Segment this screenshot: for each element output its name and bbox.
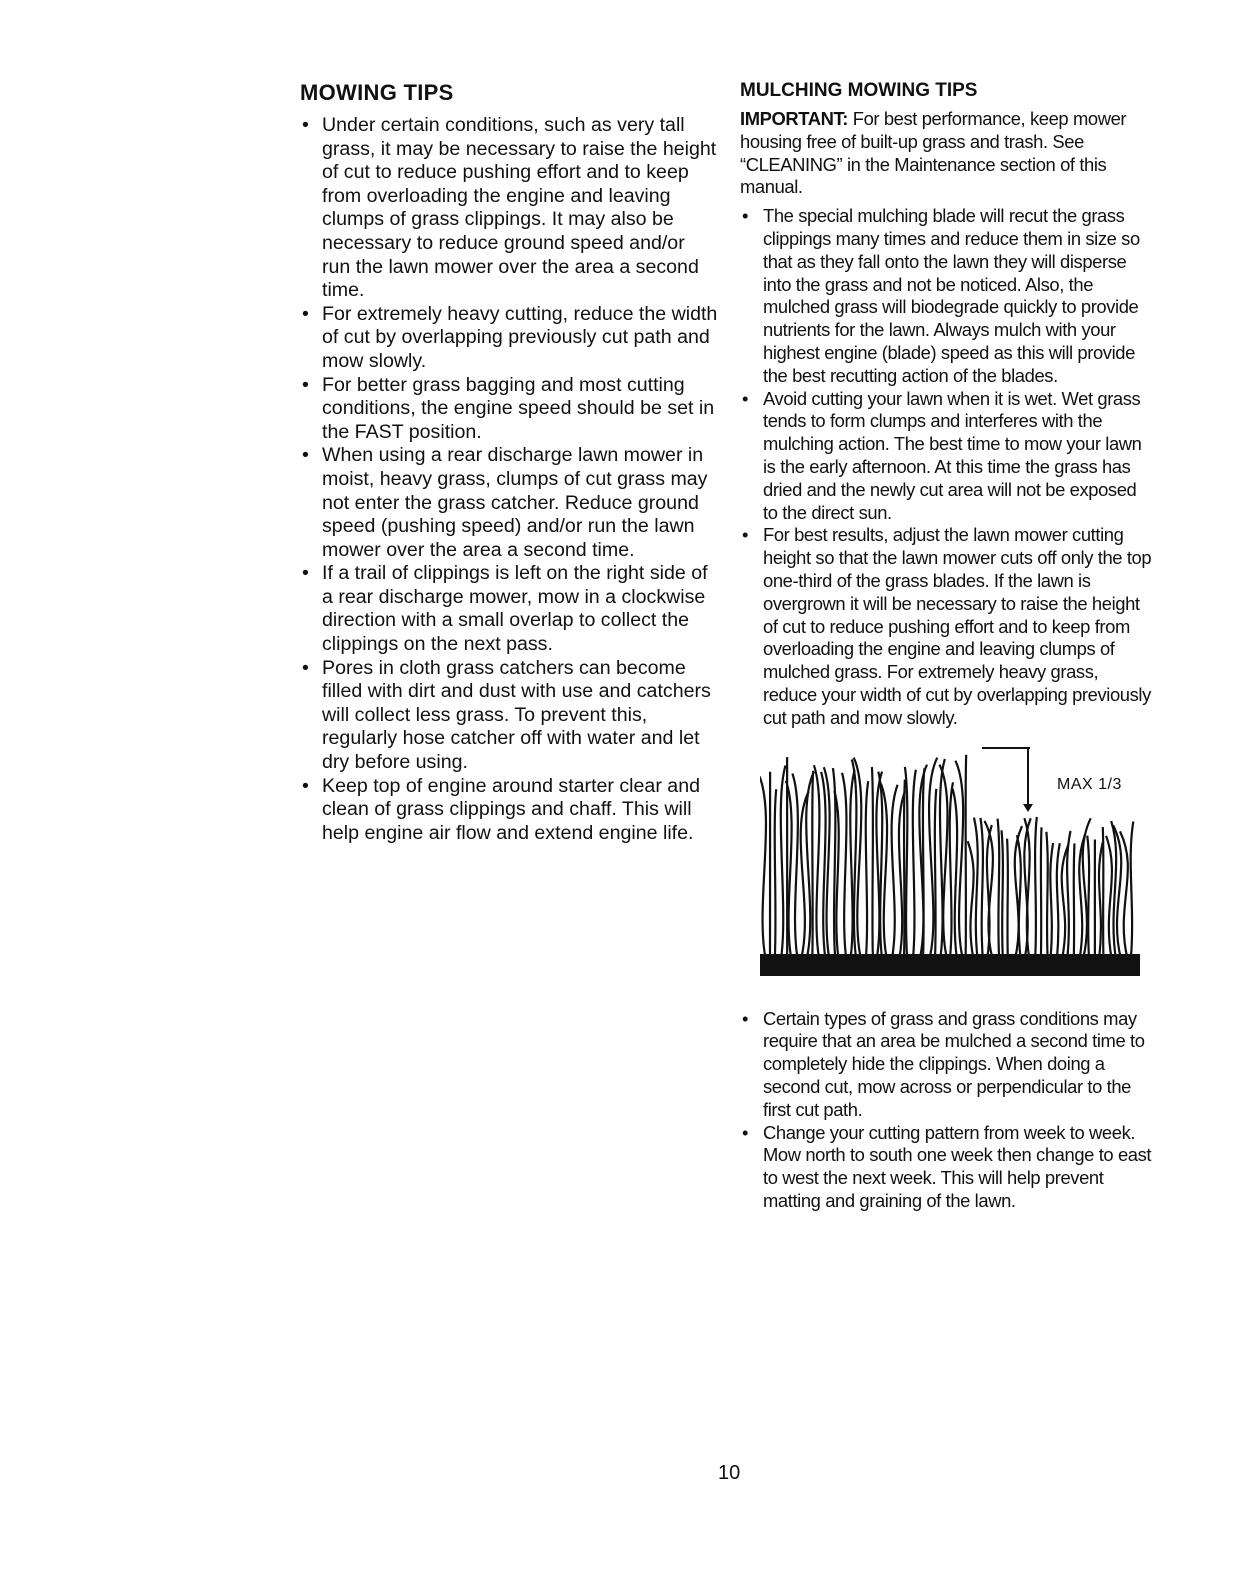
grass-blade [1041, 827, 1042, 958]
grass-blade [842, 772, 846, 957]
bullet-icon: • [742, 524, 749, 546]
grass-blade [968, 841, 974, 958]
grass-blade [1007, 838, 1008, 957]
mowing-tips-heading: MOWING TIPS [300, 80, 454, 105]
grass-blade [913, 769, 916, 957]
bullet-icon: • [742, 1007, 749, 1029]
list-item: • For extremely heavy cutting, reduce the width of cut by overlapping previously cut path and mow slowly. [302, 302, 718, 372]
bullet-icon: • [742, 1121, 749, 1143]
list-item: • Change your cutting pattern from week to week. Mow north to south one week then change to east to west the next week. This will help prevent matting and graining of the lawn. [742, 1121, 1152, 1211]
mowing-tips-column [298, 80, 718, 845]
bullet-icon: • [302, 373, 309, 396]
grass-blade [821, 771, 825, 957]
mulching-tips-list-top [740, 205, 1152, 729]
grass-blade [814, 765, 820, 958]
list-item: • The special mulching blade will recut the grass clippings many times and reduce them in size so that as they fall onto the lawn they will disperse into the grass and not be noticed. Also, the mulched grass will biodegrade quickly to provide nutrients for the lawn. Always mulch with your highest engine (blade) speed as this will provide the best recutting action of the blades. [742, 205, 1140, 386]
grass-blade [792, 773, 797, 958]
grass-blade [812, 770, 813, 957]
grass-height-illustration [760, 746, 1140, 986]
grass-blade [892, 784, 898, 957]
grass-blade [1035, 816, 1037, 957]
list-item: • Certain types of grass and grass conditions may require that an area be mulched a second time to completely hide the clippings. When doing a second cut, mow across or perpendicular to the first cut path. [742, 1007, 1145, 1120]
grass-blade [950, 782, 953, 958]
grass-blade [1074, 843, 1075, 958]
grass-blade [872, 767, 873, 958]
bullet-icon: • [302, 114, 309, 136]
grass-blade [904, 779, 905, 957]
mulching-tips-heading: MULCHING MOWING TIPS [740, 80, 978, 101]
list-item: • Avoid cutting your lawn when it is wet. Wet grass tends to form clumps and interferes with the mulching action. The best time to mow your lawn is the early afternoon. At this time the grass has dried and the newly cut area will not be exposed to the direct sun. [742, 387, 1142, 523]
grass-blade [781, 765, 786, 958]
grass-blade [1087, 835, 1089, 957]
grass-blade [760, 776, 766, 958]
important-note [740, 108, 1152, 199]
bullet-icon: • [302, 774, 309, 797]
bullet-icon: • [302, 444, 309, 467]
grass-blade [974, 817, 978, 957]
list-item: • For best results, adjust the lawn mower cutting height so that the lawn mower cuts off only the top one-third of the grass blades. If the lawn is overgrown it will be necessary to raise the height of cut to reduce pushing effort and to keep from overloading the engine and leaving clumps of mulched grass. For extremely heavy grass, reduce your width of cut by overlapping previously cut path and mow slowly. [742, 524, 1152, 728]
grass-blade [1067, 830, 1070, 957]
bullet-icon: • [742, 205, 749, 227]
grass-blade [1103, 827, 1104, 958]
mulching-tips-column [740, 80, 1152, 1213]
grass-blade [801, 791, 809, 957]
grass-blade [866, 781, 868, 958]
list-item: • For better grass bagging and most cutting conditions, the engine speed should be set in the FAST position. [302, 373, 715, 443]
grass-blade [935, 788, 936, 957]
list-item: • Pores in cloth grass catchers can become filled with dirt and dust with use and catchers will collect less grass. To prevent this, regularly hose catcher off with water and let dry before using. [302, 656, 711, 774]
list-item: • If a trail of clippings is left on the right side of a rear discharge mower, mow in a clockwise direction with a small overlap to collect the clippings on the next pass. [302, 562, 708, 656]
grass-blade [998, 818, 1000, 957]
grass-blade [775, 789, 776, 958]
grass-blade [1131, 821, 1134, 958]
bullet-icon: • [302, 562, 309, 585]
grass-blade [953, 788, 958, 957]
list-item: • Under certain conditions, such as very tall grass, it may be necessary to raise the height of cut to reduce pushing effort and to keep from overloading the engine and leaving clumps of grass clippings. It may also be necessary to reduce ground speed and/or run the lawn mower over the area a second time. [302, 114, 717, 302]
max-one-third-label: MAX 1/3 [1057, 775, 1122, 793]
page-number: 10 [718, 1462, 741, 1484]
grass-blade [1046, 831, 1047, 957]
grass-blade [1002, 830, 1003, 958]
bullet-icon: • [302, 302, 309, 325]
bullet-icon: • [302, 656, 309, 679]
mowing-tips-list [298, 114, 718, 845]
important-label: IMPORTANT: [740, 108, 849, 129]
grass-blade [1057, 843, 1060, 958]
important-text: For best performance, keep mower housing free of built-up grass and trash. See “CLEANING” in the Maintenance section of this manual. [740, 108, 1127, 198]
grass-blade [923, 768, 924, 958]
grass-blade [981, 817, 983, 957]
bullet-icon: • [742, 387, 749, 409]
grass-blade [1106, 835, 1112, 957]
list-item: • Keep top of engine around starter clear and clean of grass clippings and chaff. This will help engine air flow and extend engine life. [302, 774, 700, 844]
list-item: • When using a rear discharge lawn mower in moist, heavy grass, clumps of cut grass may not enter the grass catcher. Reduce ground speed (pushing speed) and/or run the lawn mower over the area a second time. [302, 444, 708, 561]
grass-blade [1050, 843, 1053, 958]
mulching-tips-list-bottom [740, 1008, 1152, 1213]
grass-blade [966, 754, 967, 957]
